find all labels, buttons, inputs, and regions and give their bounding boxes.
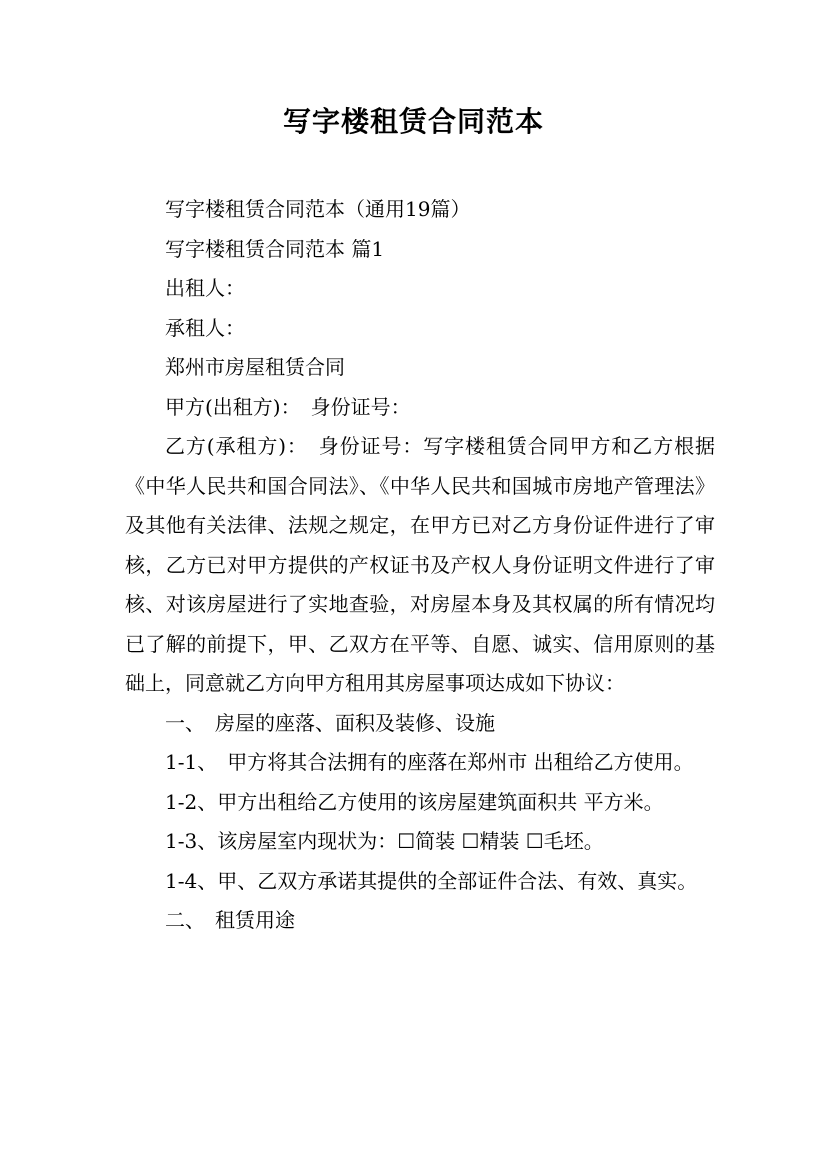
- document-body: [125, 190, 715, 941]
- paragraph-clause-1-4: 1-4、甲、乙双方承诺其提供的全部证件合法、有效、真实。: [165, 868, 698, 893]
- paragraph-party-b-preamble: 乙方(承租方)： 身份证号：写字楼租赁合同甲方和乙方根据《中华人民共和国合同法》、《中华人民共和国城市房地产管理法》及其他有关法律、法规之规定，在甲方已对乙方身份证件进行了审核，乙方已对甲方提供的产权证书及产权人身份证明文件进行了审核、对该房屋进行了实地查验，对房屋本身及其权属的所有情况均已了解的前提下，甲、乙双方在平等、自愿、诚实、信用原则的基础上，同意就乙方向甲方租用其房屋事项达成如下协议：: [125, 434, 715, 695]
- paragraph-article-1-heading: 一、 房屋的座落、面积及装修、设施: [165, 710, 495, 735]
- paragraph-clause-1-1: 1-1、 甲方将其合法拥有的座落在郑州市 出租给乙方使用。: [165, 750, 694, 774]
- paragraph-lessor: 出租人：: [165, 276, 245, 300]
- paragraph-contract-name: 郑州市房屋租赁合同: [165, 355, 345, 379]
- paragraph-lessee: 承租人：: [165, 315, 245, 340]
- paragraph-subtitle: 写字楼租赁合同范本（通用19篇）: [165, 197, 471, 221]
- paragraph-clause-1-2: 1-2、甲方出租给乙方使用的该房屋建筑面积共 平方米。: [165, 789, 664, 814]
- paragraph-article-2-heading: 二、 租赁用途: [165, 908, 295, 932]
- paragraph-party-a: 甲方(出租方)： 身份证号：: [165, 394, 411, 419]
- paragraph-section-heading: 写字楼租赁合同范本 篇1: [165, 236, 385, 261]
- paragraph-clause-1-3: 1-3、该房屋室内现状为：☐简装 ☐精装 ☐毛坯。: [165, 829, 604, 853]
- document-title: 写字楼租赁合同范本: [282, 105, 544, 138]
